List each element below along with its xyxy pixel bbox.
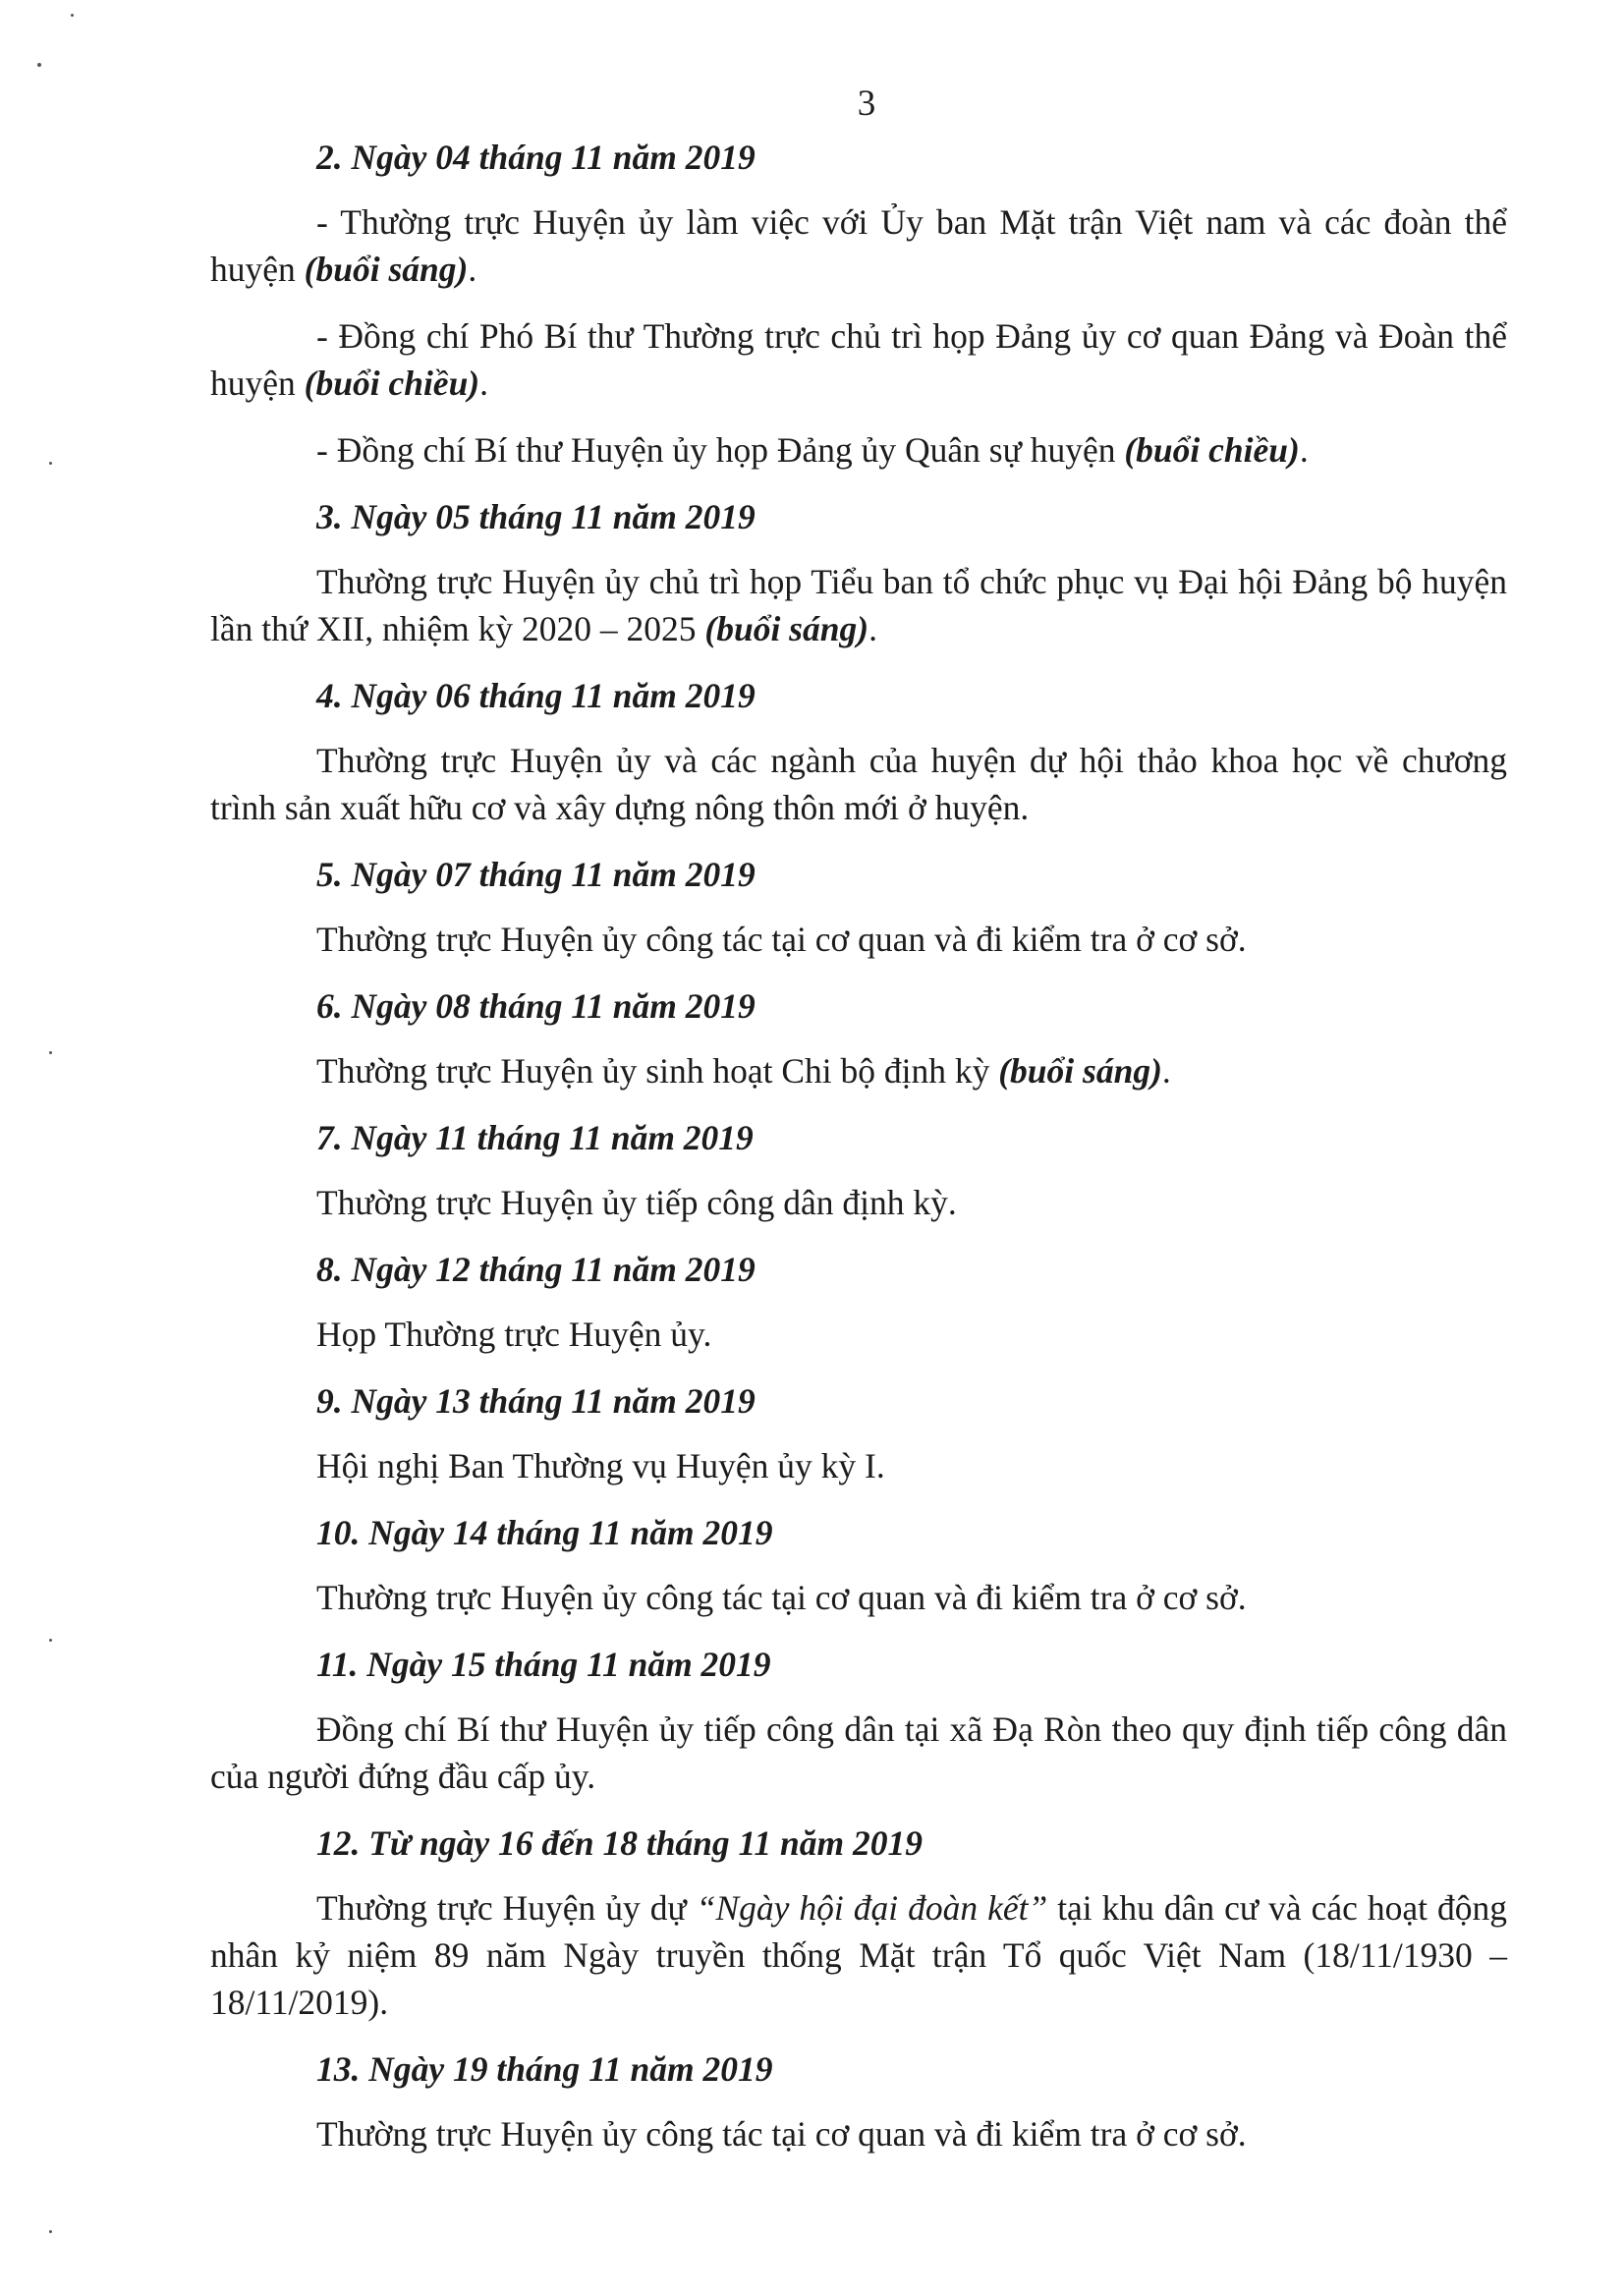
- schedule-item: [210, 1114, 1507, 1226]
- schedule-item: [210, 672, 1507, 831]
- item-paragraph: Hội nghị Ban Thường vụ Huyện ủy kỳ I.: [316, 1446, 885, 1485]
- item-paragraph: Đồng chí Bí thư Huyện ủy tiếp công dân tại xã Đạ Ròn theo quy định tiếp công dân của người đứng đầu cấp ủy.: [210, 1709, 1507, 1796]
- item-paragraph: - Đồng chí Bí thư Huyện ủy họp Đảng ủy Quân sự huyện (buổi chiều).: [316, 430, 1309, 470]
- schedule-item: [210, 2045, 1507, 2157]
- schedule-item: [210, 493, 1507, 652]
- item-heading: 12. Từ ngày 16 đến 18 tháng 11 năm 2019: [316, 1823, 923, 1863]
- item-paragraph: Thường trực Huyện ủy công tác tại cơ quan và đi kiểm tra ở cơ sở.: [316, 1578, 1247, 1617]
- item-heading: 4. Ngày 06 tháng 11 năm 2019: [316, 676, 756, 715]
- item-paragraph: Thường trực Huyện ủy chủ trì họp Tiểu ban tổ chức phục vụ Đại hội Đảng bộ huyện lần thứ XII, nhiệm kỳ 2020 – 2025 (buổi sáng).: [210, 562, 1507, 648]
- schedule-item: [210, 1509, 1507, 1621]
- scan-speck: [49, 2230, 52, 2233]
- item-paragraph: - Đồng chí Phó Bí thư Thường trực chủ trì họp Đảng ủy cơ quan Đảng và Đoàn thể huyện (buổi chiều).: [210, 316, 1507, 403]
- item-heading: 10. Ngày 14 tháng 11 năm 2019: [316, 1513, 773, 1552]
- schedule-item: [210, 1246, 1507, 1358]
- item-paragraph: Họp Thường trực Huyện ủy.: [316, 1315, 712, 1354]
- item-paragraph: Thường trực Huyện ủy và các ngành của huyện dự hội thảo khoa học về chương trình sản xuất hữu cơ và xây dựng nông thôn mới ở huyện.: [210, 741, 1507, 827]
- schedule-item: [210, 851, 1507, 963]
- item-heading: 6. Ngày 08 tháng 11 năm 2019: [316, 986, 756, 1026]
- item-heading: 7. Ngày 11 tháng 11 năm 2019: [316, 1118, 754, 1157]
- schedule-item: [210, 1820, 1507, 2026]
- item-heading: 5. Ngày 07 tháng 11 năm 2019: [316, 855, 756, 894]
- schedule-item: [210, 1377, 1507, 1489]
- scan-speck: [49, 462, 52, 465]
- item-heading: 3. Ngày 05 tháng 11 năm 2019: [316, 497, 756, 536]
- item-heading: 13. Ngày 19 tháng 11 năm 2019: [316, 2049, 773, 2089]
- item-heading: 11. Ngày 15 tháng 11 năm 2019: [316, 1645, 771, 1684]
- schedule-item: [210, 982, 1507, 1094]
- schedule-item: [210, 1641, 1507, 1800]
- page-number: 3: [857, 84, 876, 124]
- item-paragraph: Thường trực Huyện ủy công tác tại cơ quan và đi kiểm tra ở cơ sở.: [316, 920, 1247, 959]
- scan-speck: [49, 1639, 52, 1642]
- item-paragraph: Thường trực Huyện ủy tiếp công dân định kỳ.: [316, 1183, 957, 1222]
- scan-speck: [49, 1051, 52, 1054]
- item-heading: 9. Ngày 13 tháng 11 năm 2019: [316, 1381, 756, 1421]
- item-paragraph: Thường trực Huyện ủy sinh hoạt Chi bộ định kỳ (buổi sáng).: [316, 1051, 1171, 1091]
- scan-speck: [37, 63, 41, 67]
- schedule-item: [210, 134, 1507, 474]
- item-paragraph: - Thường trực Huyện ủy làm việc với Ủy ban Mặt trận Việt nam và các đoàn thể huyện (buổi sáng).: [210, 202, 1507, 289]
- document-body: [210, 134, 1507, 2177]
- item-heading: 8. Ngày 12 tháng 11 năm 2019: [316, 1250, 756, 1289]
- scan-speck: [71, 14, 74, 17]
- item-heading: 2. Ngày 04 tháng 11 năm 2019: [316, 138, 756, 177]
- item-paragraph: Thường trực Huyện ủy công tác tại cơ quan và đi kiểm tra ở cơ sở.: [316, 2114, 1247, 2154]
- item-paragraph: Thường trực Huyện ủy dự “Ngày hội đại đoàn kết” tại khu dân cư và các hoạt động nhân kỷ niệm 89 năm Ngày truyền thống Mặt trận Tổ quốc Việt Nam (18/11/1930 – 18/11/2019).: [210, 1888, 1507, 2022]
